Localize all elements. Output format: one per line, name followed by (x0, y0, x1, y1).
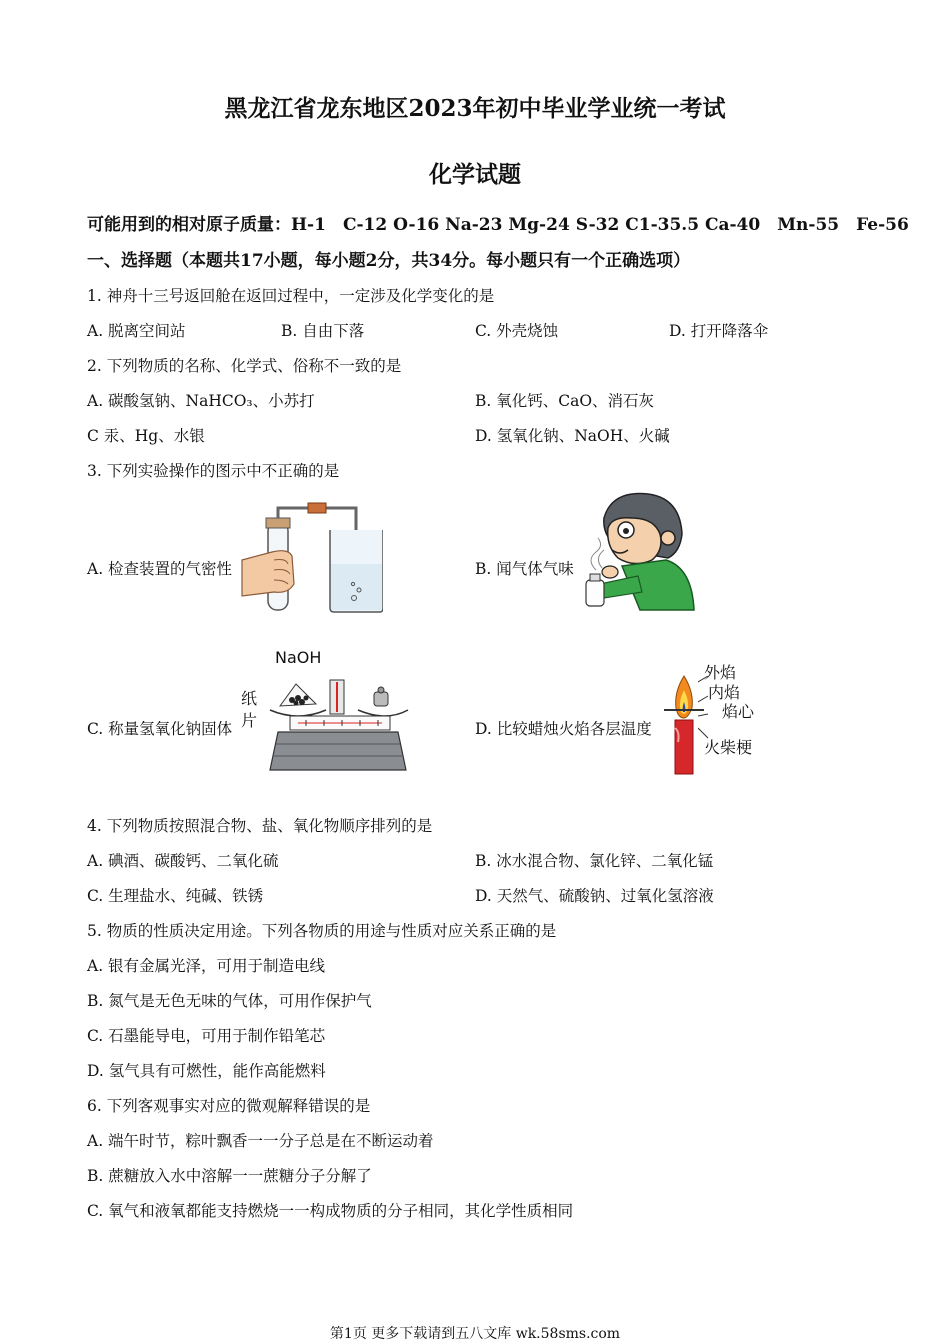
airtightness-apparatus-figure (238, 500, 383, 615)
option-d: D. 打开降落伞 (669, 322, 769, 340)
option-a: A. 碳酸氢钠、NaHCO₃、小苏打 (87, 392, 315, 410)
option-d: D. 比较蜡烛火焰各层温度 (475, 720, 652, 738)
question-stem: 3. 下列实验操作的图示中不正确的是 (87, 462, 340, 480)
option-d: D. 天然气、硫酸钠、过氧化氢溶液 (475, 887, 714, 905)
option-a: A. 碘酒、碳酸钙、二氧化硫 (87, 852, 279, 870)
page-footer: 第1页 更多下载请到五八文库 wk.58sms.com (329, 1326, 621, 1342)
option-b: B. 蔗糖放入水中溶解一一蔗糖分子分解了 (87, 1167, 372, 1185)
option-a: A. 端午时节，粽叶飘香一一分子总是在不断运动着 (87, 1132, 434, 1150)
option-b: B. 氧化钙、CaO、消石灰 (475, 392, 655, 410)
section-heading: 一、选择题（本题共17小题，每小题2分，共34分。每小题只有一个正确选项） (87, 251, 691, 271)
question-stem: 4. 下列物质按照混合物、盐、氧化物顺序排列的是 (87, 817, 433, 835)
smelling-gas-figure (582, 488, 702, 613)
option-a: A. 脱离空间站 (87, 322, 186, 340)
option-c: C. 生理盐水、纯碱、铁锈 (87, 887, 264, 905)
option-b: B. 氮气是无色无味的气体，可用作保护气 (87, 992, 372, 1010)
option-a: A. 银有金属光泽，可用于制造电线 (87, 957, 326, 975)
question-stem: 1. 神舟十三号返回舱在返回过程中，一定涉及化学变化的是 (87, 287, 495, 305)
option-c: C. 称量氢氧化钠固体 (87, 720, 233, 738)
option-d: D. 氢气具有可燃性，能作高能燃料 (87, 1062, 326, 1080)
paper-label-2: 片 (241, 711, 258, 730)
option-d: D. 氢氧化钠、NaOH、火碱 (475, 427, 670, 445)
question-stem: 5. 物质的性质决定用途。下列各物质的用途与性质对应关系正确的是 (87, 922, 557, 940)
option-c: C 汞、Hg、水银 (87, 427, 205, 445)
flame-core-label: 焰心 (722, 702, 755, 721)
option-c: C. 外壳烧蚀 (475, 322, 559, 340)
balance-figure (262, 670, 410, 776)
exam-title: 黑龙江省龙东地区2023年初中毕业学业统一考试 (224, 95, 726, 122)
option-a: A. 检查装置的气密性 (87, 560, 233, 578)
exam-subtitle: 化学试题 (429, 161, 521, 188)
match-stick-label: 火柴梗 (704, 738, 753, 757)
option-b: B. 冰水混合物、氯化锌、二氧化锰 (475, 852, 714, 870)
option-c: C. 氧气和液氧都能支持燃烧一一构成物质的分子相同，其化学性质相同 (87, 1202, 574, 1220)
option-b: B. 自由下落 (281, 322, 365, 340)
naoh-label: NaOH (275, 648, 322, 667)
option-b: B. 闻气体气味 (475, 560, 574, 578)
inner-flame-label: 内焰 (708, 683, 741, 702)
atomic-masses: 可能用到的相对原子质量：H-1 C-12 O-16 Na-23 Mg-24 S-32 C1-35.5 Ca-40 Mn-55 Fe-56 (87, 215, 909, 235)
paper-label-1: 纸 (241, 689, 258, 708)
option-c: C. 石墨能导电，可用于制作铅笔芯 (87, 1027, 326, 1045)
question-stem: 2. 下列物质的名称、化学式、俗称不一致的是 (87, 357, 402, 375)
question-stem: 6. 下列客观事实对应的微观解释错误的是 (87, 1097, 371, 1115)
outer-flame-label: 外焰 (704, 663, 737, 682)
